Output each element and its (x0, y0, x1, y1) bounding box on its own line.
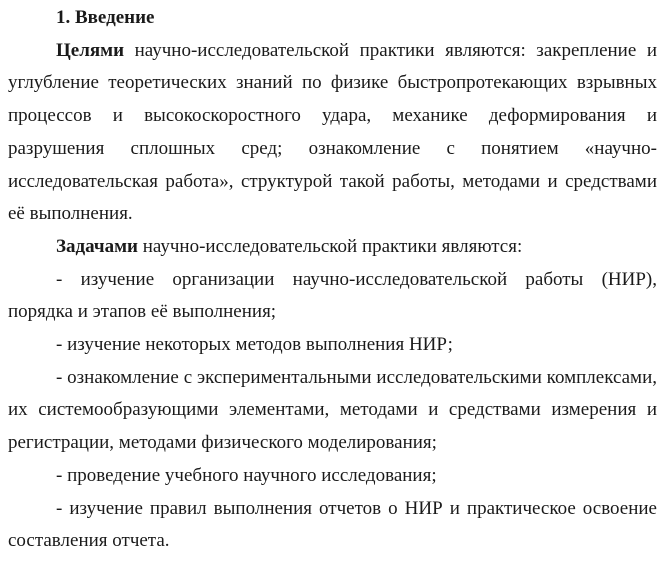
goals-lead-word: Целями (56, 39, 125, 61)
goals-paragraph (8, 35, 657, 231)
task-item: - изучение некоторых методов выполнения НИР; (56, 334, 453, 356)
tasks-lead-word: Задачами (56, 235, 138, 257)
tasks-intro-text: научно-исследовательской практики являются: (137, 235, 523, 257)
document-page (8, 2, 657, 558)
goals-text: научно-исследовательской практики являются: закрепление и углубление теоретических знаний по физике быстропротекающих взрывных процессов и высокоскоростного удара, механике деформирования и разрушения сплошных сред; ознакомление с понятием «научно-исследовательская работа», структурой такой работы, методами и средствами её выполнения. (8, 39, 657, 225)
task-item: - изучение правил выполнения отчетов о НИР и практическое освоение составления отчета. (8, 497, 657, 552)
task-item: - изучение организации научно-исследовательской работы (НИР), порядка и этапов её выполнения; (8, 268, 657, 323)
task-item: - ознакомление с экспериментальными исследовательскими комплексами, их системообразующими элементами, методами и средствами измерения и регистрации, методами физического моделирования; (8, 366, 657, 454)
tasks-intro-paragraph (8, 231, 657, 264)
section-heading: 1. Введение (56, 7, 155, 28)
task-item: - проведение учебного научного исследования; (56, 464, 437, 486)
